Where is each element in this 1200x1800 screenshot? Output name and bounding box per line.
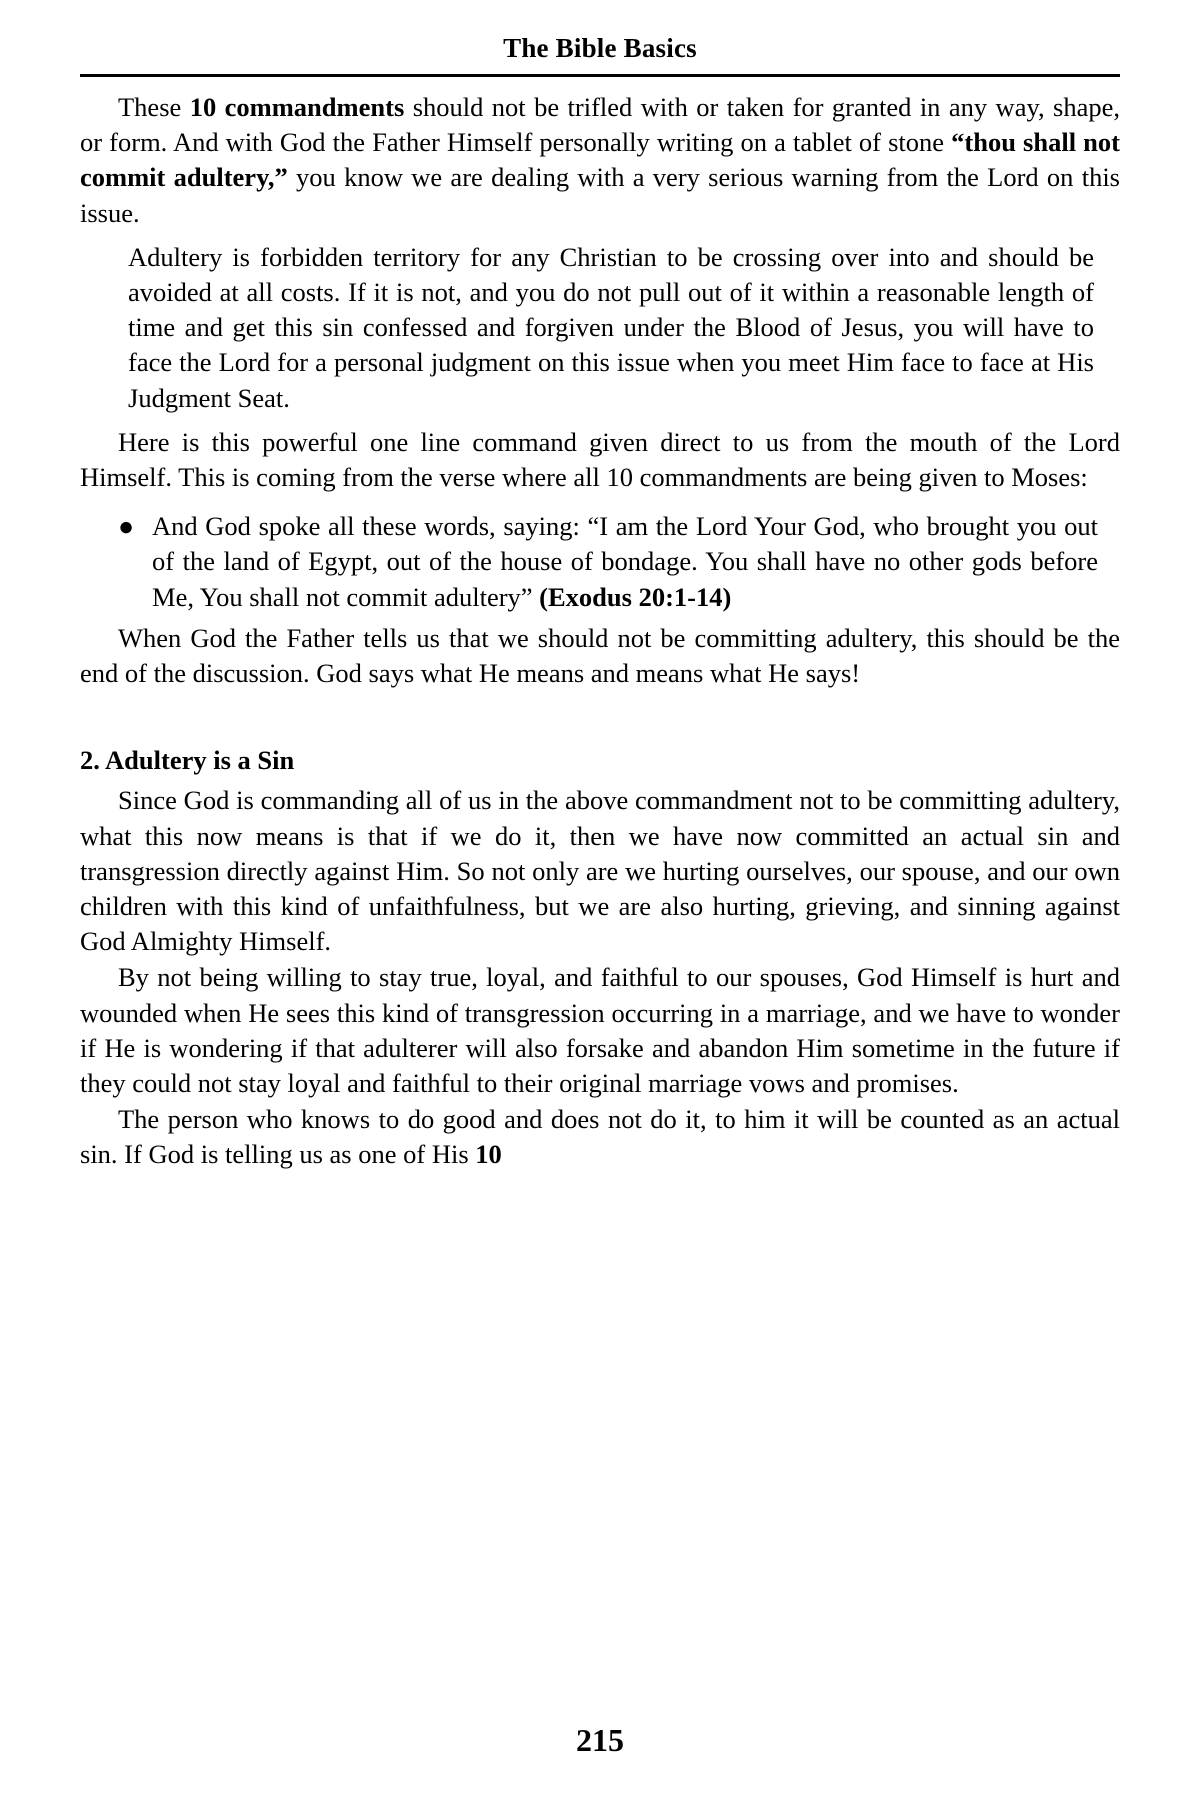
header-divider-rule [80,74,1120,77]
blockquote-text: Adultery is forbidden territory for any Christian to be crossing over into and should be avoided at all costs. If it is not, and you do not pull out of it within a reasonable length of time and get this sin confessed and forgiven under the Blood of Jesus, you will have to face the Lord for a personal judgment on this issue when you meet Him face to face at His Judgment Seat. [128,241,1094,413]
paragraph-intro-lead: These [118,92,190,122]
paragraph-not-willing-to-stay-true: By not being willing to stay true, loyal, and faithful to our spouses, God Himself is hurt and wounded when He sees this kind of transgression occurring in a marriage, and we have to wonder if He is wondering if that adulterer will also forsake and abandon Him sometime in the future if they could not stay loyal and faithful to their original marriage vows and promises. [80,962,1120,1099]
bullet-point-icon: ● [118,511,135,542]
paragraph-person-who-knows-bold-ten: 10 [475,1139,502,1170]
section-heading-adultery-is-a-sin: 2. Adultery is a Sin [80,745,295,776]
scripture-bullet-list [80,509,1120,615]
list-item [80,509,1120,615]
paragraph-intro [80,90,1120,231]
paragraph-intro-mid: should not be trifled with or taken for granted in any way, shape, or form. And with God the Father Himself personally writing on a tablet of stone [80,92,1121,158]
scripture-quote-text: And God spoke all these words, saying: “I am the Lord Your God, who brought you out of the land of Egypt, out of the house of bondage. You shall have no other gods before Me, You shall not commit adultery” [152,511,1098,612]
paragraph-intro-bold-commandments: 10 commandments [189,92,405,122]
running-header [80,34,1120,64]
page-number: 215 [576,1722,624,1758]
scripture-citation: (Exodus 20:1-14) [539,581,732,612]
blockquote-adultery-forbidden [80,240,1120,416]
paragraph-intro-bold-quote: “thou shall not commit adultery,” [80,127,1120,193]
paragraph-commanding-all-of-us: Since God is commanding all of us in the above commandment not to be committing adultery, what this now means is that if we do it, then we have now committed an actual sin and transgression directly against Him. So not only are we hurting ourselves, our spouse, and our own children with this kind of unfaithfulness, but we are also hurting, grieving, and sinning against God Almighty Himself. [80,785,1120,957]
paragraph-intro-tail: you know we are dealing with a very serious warning from the Lord on this issue. [80,162,1120,228]
paragraph-person-who-knows [80,1102,1120,1172]
paragraph-end-of-discussion: When God the Father tells us that we should not be committing adultery, this should be the end of the discussion. God says what He means and means what He says! [80,622,1120,689]
page-body-content [80,90,1120,1174]
paragraph-one-line-command: Here is this powerful one line command given direct to us from the mouth of the Lord Himself. This is coming from the verse where all 10 commandments are being given to Moses: [80,426,1120,493]
paragraph-person-who-knows-text: The person who knows to do good and does not do it, to him it will be counted as an actual sin. If God is telling us as one of His [80,1104,1120,1170]
page-header-title: The Bible Basics [503,33,697,63]
